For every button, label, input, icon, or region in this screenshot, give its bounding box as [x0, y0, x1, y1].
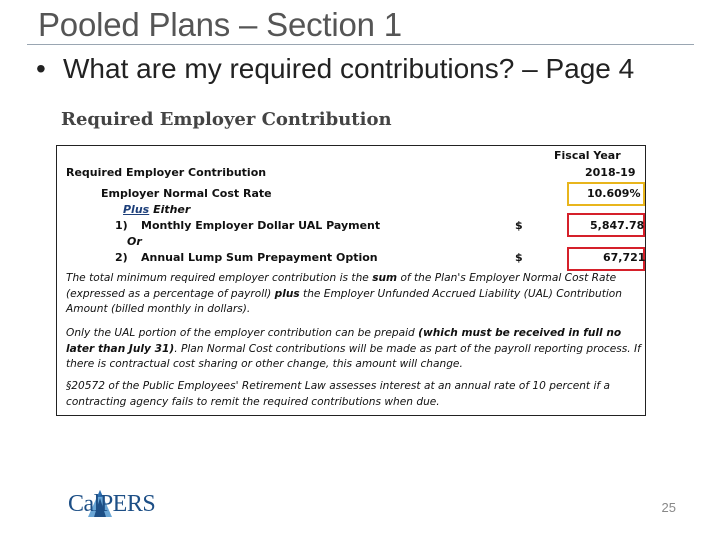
- slide-title: Pooled Plans – Section 1: [38, 6, 402, 43]
- para1-text-1: The total minimum required employer contribution is the: [66, 272, 373, 284]
- option2-label: Annual Lump Sum Prepayment Option: [141, 251, 378, 264]
- either-line: [123, 203, 190, 216]
- either-label: Either: [153, 203, 191, 216]
- or-label: Or: [127, 235, 142, 248]
- bullet-text: What are my required contributions? – Page 4: [63, 53, 635, 84]
- para1-text-3: the Employer Unfunded Accrued Liability (UAL) Contribution Amount (billed monthly in dollars).: [66, 287, 622, 315]
- normal-cost-value: 10.609%: [587, 187, 641, 200]
- bullet-point: [36, 53, 676, 85]
- bullet-dot-icon: •: [36, 53, 46, 84]
- option1-number: 1): [115, 219, 128, 232]
- para1-bold-plus: plus: [274, 287, 300, 300]
- option2-number: 2): [115, 251, 128, 264]
- normal-cost-label: Employer Normal Cost Rate: [101, 187, 272, 200]
- option2-value: 67,721: [603, 251, 646, 264]
- fiscal-year-header: Fiscal Year: [554, 149, 621, 162]
- calpers-logo-text: CalPERS: [68, 491, 156, 517]
- para2-text-1: Only the UAL portion of the employer contribution can be prepaid: [66, 327, 419, 339]
- para2-text-2: . Plan Normal Cost contributions will be made as part of the payroll reporting process. If there is contractual cost sharing or other change, this amount will change.: [66, 342, 641, 370]
- paragraph-contribution-definition: [66, 271, 641, 318]
- plus-label: Plus: [123, 203, 150, 216]
- fiscal-year-value: 2018-19: [585, 166, 636, 179]
- paragraph-interest: §20572 of the Public Employees' Retirement Law assesses interest at an annual rate of 10 percent if a contracting agency fails to remit the required contributions when due.: [66, 380, 610, 408]
- para1-bold-sum: sum: [372, 272, 398, 284]
- option1-currency: $: [515, 219, 523, 232]
- option2-currency: $: [515, 251, 523, 264]
- row-header: Required Employer Contribution: [66, 166, 267, 179]
- page-number: 25: [661, 500, 676, 515]
- report-excerpt: [56, 145, 646, 416]
- paragraph-prepayment: [66, 326, 641, 373]
- excerpt-heading: Required Employer Contribution: [61, 109, 392, 130]
- option1-value: 5,847.78: [590, 219, 645, 232]
- title-divider: [27, 44, 694, 45]
- option1-label: Monthly Employer Dollar UAL Payment: [141, 219, 381, 232]
- para2-bold-deadline: (which must be received in full no later than July 31): [66, 327, 622, 355]
- para1-text-2: of the Plan's Employer Normal Cost Rate (expressed as a percentage of payroll): [66, 272, 617, 300]
